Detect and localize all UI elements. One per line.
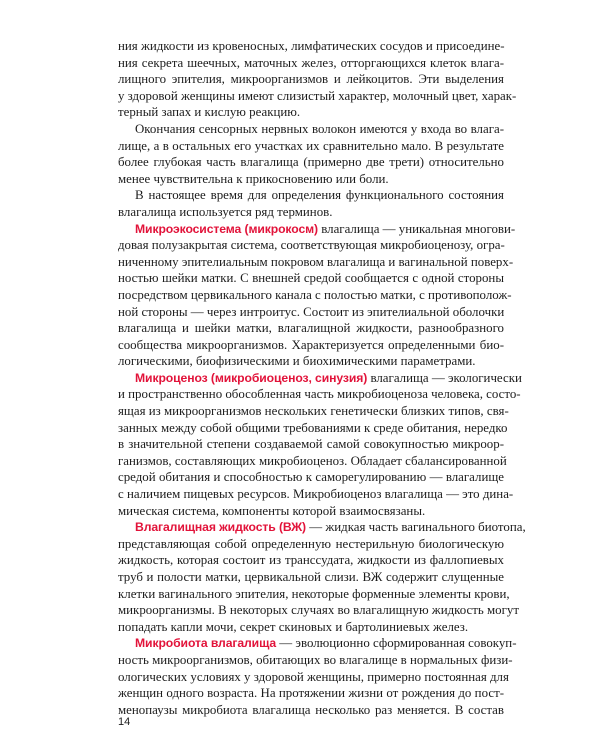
paragraph-terms-intro [118,187,504,220]
paragraph-vaginal-discharge [118,38,517,121]
text-line: Влагалищная жидкость (ВЖ) — жидкая часть вагинального биотопа, [135,520,526,535]
text-line: клетки вагинального эпителия, некоторые форменные элементы крови, [118,586,510,601]
text-line: в значительной степени создаваемой самой совокупностью микроор- [118,437,504,452]
term-microcenosis: Микроценоз (микробиоценоз, синузия) [135,370,368,385]
text-line: с наличием пищевых ресурсов. Микробиоценоз влагалища — это дина- [118,487,514,502]
body-text [118,38,526,718]
paragraph-microecosystem [118,221,516,370]
text-line: средой обитания и способностью к саморегулированию — влагалище [118,470,504,485]
text-line: ниченному эпителиальным покровом влагалища и вагинальной поверх- [118,254,514,269]
text-line: жидкость, которая состоит из транссудата, жидкости из фаллопиевых [118,553,504,568]
text-line: лище, а в остальных его участках их сравнительно мало. В результате [118,138,504,153]
text-line: менопаузы микробиота влагалища несколько раз меняется. В состав [118,702,504,717]
paragraph-microcenosis [118,370,522,519]
text-line: и пространственно обособленная часть микробиоценоза человека, состо- [118,387,521,402]
text-line: лищного эпителия, микроорганизмов и лейкоцитов. Эти выделения [118,72,504,87]
text-line: Микробиота влагалища — эволюционно сформированная совокуп- [135,636,517,651]
text-line: В настоящее время для определения функционального состояния [135,188,504,203]
term-microecosystem: Микроэкосистема (микрокосм) [135,221,319,236]
text-line: посредством цервикального канала с полостью матки, с противополож- [118,287,512,302]
term-vaginal-fluid: Влагалищная жидкость (ВЖ) [135,520,307,535]
text-line: ностью шейки матки. С внешней средой сообщается с одной стороны [118,271,504,286]
text-line: женщин одного возраста. На протяжении жизни от рождения до пост- [118,686,504,701]
text-line: мическая система, компоненты которой взаимосвязаны. [118,503,426,518]
text-line: логическими, биофизическими и биохимическими параметрами. [118,354,476,369]
text-line: ологических условиях у здоровой женщины, примерно постоянная для [118,669,509,684]
text-line: микроорганизмы. В некоторых случаях во влагалищную жидкость могут [118,603,519,618]
text-line: ность микроорганизмов, обитающих во влагалище в нормальных физи- [118,652,513,667]
text-line: ния секрета шеечных, маточных желез, отторгающихся клеток влага- [118,55,504,70]
text-line: занных между собой общими требованиями к среде обитания, нередко [118,420,508,435]
text-line: более глубокая часть влагалища (примерно две трети) относительно [118,155,504,170]
text-line: Микроценоз (микробиоценоз, синузия) влагалища — экологически [135,370,522,385]
text-line: влагалища и шейки матки, влагалищной жидкости, разнообразного [118,321,504,336]
term-microbiota: Микробиота влагалища [135,636,277,651]
text-line: попадать капли мочи, секрет скиновых и бартолиниевых желез. [118,619,469,634]
text-line: влагалища используется ряд терминов. [118,204,333,219]
text-line: представляющая собой определенную нестерильную биологическую [118,536,504,551]
page-number: 14 [118,716,131,728]
text-line: сообщества микроорганизмов. Характеризуется определенными био- [118,337,504,352]
text-line: ния жидкости из кровеносных, лимфатических сосудов и присоедине- [118,39,505,53]
text-line: Окончания сенсорных нервных волокон имеются у входа во влага- [135,121,504,136]
text-line: труб и полости матки, цервикальной слизи. ВЖ содержит слущенные [118,570,504,584]
text-line: у здоровой женщины имеют слизистый характер, молочный цвет, харак- [118,88,517,103]
text-line: терный запах и кислую реакцию. [118,105,301,120]
text-line: ящая из микроорганизмов нескольких генетически близких типов, свя- [118,404,509,419]
text-line: Микроэкосистема (микрокосм) влагалища — уникальная многови- [135,221,516,236]
paragraph-sensory-nerves [118,121,504,187]
text-line: ганизмов, составляющих микробиоценоз. Обладает сбалансированной [118,453,507,468]
paragraph-vaginal-fluid [118,519,526,635]
paragraph-microbiota [118,635,517,718]
text-line: менее чувствительна к прикосновению или боли. [118,171,389,186]
text-line: ной стороны — через интроитус. Состоит из эпителиальной оболочки [118,304,505,319]
text-line: довая полузакрытая система, соответствующая микробиоценозу, огра- [118,238,505,253]
